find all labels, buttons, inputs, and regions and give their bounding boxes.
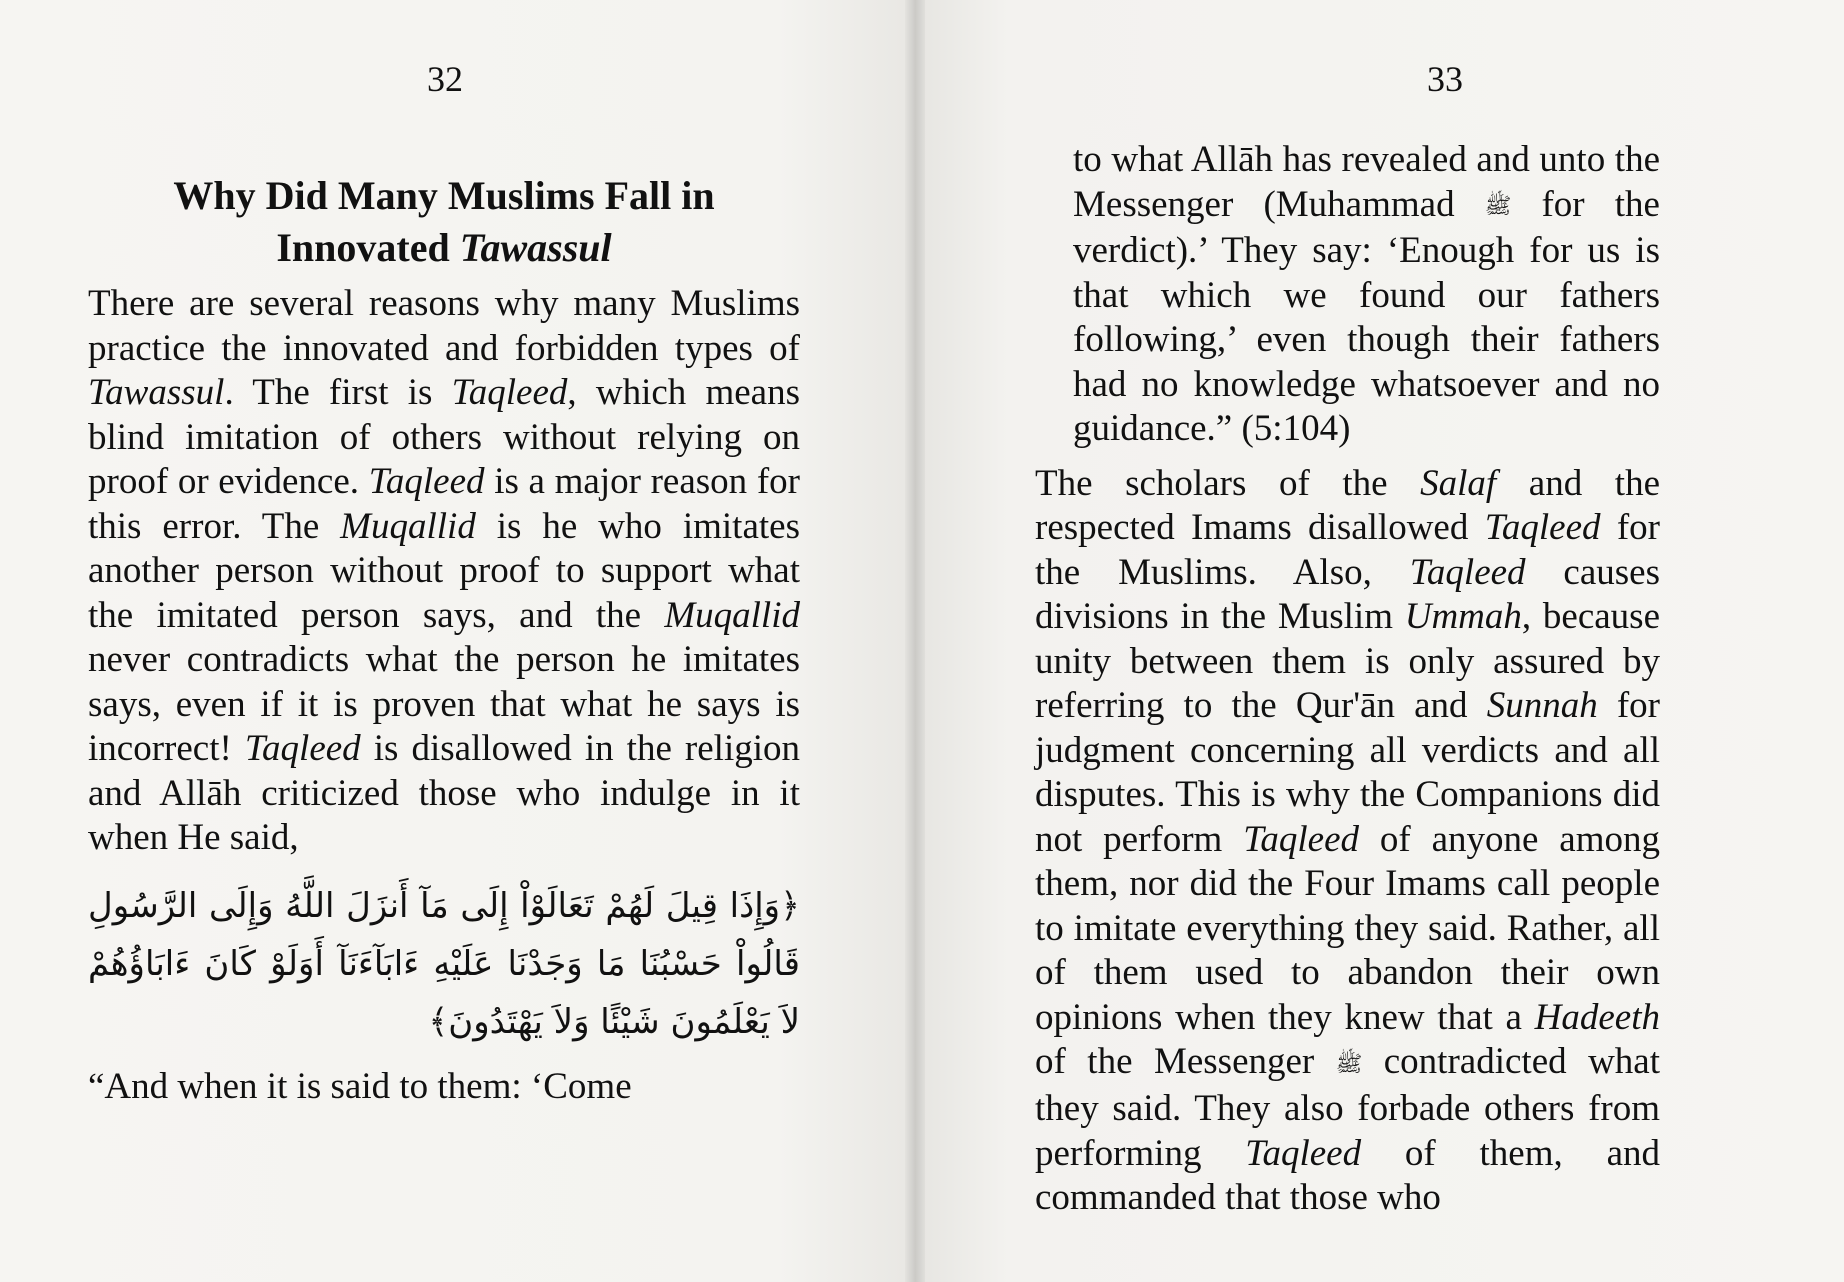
section-heading [88, 170, 800, 274]
heading-line-1: Why Did Many Muslims Fall in [173, 173, 715, 218]
term: Taqleed [1243, 818, 1360, 860]
term: Taqleed [451, 372, 568, 413]
page-number: 33 [1427, 59, 1463, 99]
text-run: , because unity between them is only assured by referring to the Qur'ān and [1035, 596, 1660, 727]
salutation-symbol: ﷺ [1335, 1051, 1363, 1077]
term: Taqleed [1484, 507, 1601, 549]
left-page [0, 0, 915, 1282]
heading-term: Tawassul [459, 225, 612, 270]
heading-line-2: Innovated [276, 225, 460, 270]
term: Taqleed [368, 461, 485, 502]
right-page [915, 0, 1844, 1282]
left-text-block [88, 170, 800, 1109]
text-run: , which means blind imitation of others without relying on proof or evidence. [88, 372, 800, 502]
text-run: is disallowed in the religion and Allāh criticized those who indulge in it when He said, [88, 728, 801, 858]
term: Muqallid [664, 594, 800, 636]
text-run: is a major reason for this error. The [88, 461, 800, 547]
arabic-verse: ﴿وَإِذَا قِيلَ لَهُمْ تَعَالَوْاْ إِلَى مَآ أَنزَلَ اللَّهُ وَإِلَى الرَّسُولِ قَالُواْ حَسْبُنَا مَا وَجَدْنَا عَلَيْهِ ءَابَآءَنَآ أَوَلَوْ كَانَ ءَابَاؤُهُمْ لاَ يَعْلَمُونَ شَيْئًا وَلاَ يَهْتَدُونَ﴾ [88, 885, 800, 1042]
text-run: for judgment concerning all verdicts and all disputes. This is why the Companions did not perform [1035, 685, 1660, 860]
text-run: is he who imitates another person without proof to support what the imitated person says, and the [88, 505, 800, 636]
text-run: and the respected Imams disallowed [1035, 462, 1660, 549]
text-run: to what Allāh has revealed and unto the Messenger (Muhammad [1073, 139, 1660, 225]
term: Taqleed [244, 728, 361, 769]
term: Sunnah [1486, 685, 1598, 727]
term: Ummah [1404, 596, 1522, 638]
text-run: of them, and commanded that those who [1035, 1132, 1660, 1219]
text-run: There are several reasons why many Muslims practice the innovated and forbidden types of [88, 283, 800, 369]
quote-start: “And when it is said to them: ‘Come [88, 1065, 632, 1107]
salutation-symbol: ﷺ [1484, 193, 1512, 219]
right-text-block [1035, 138, 1660, 1221]
text-run: contradicted what they said. They also forbade others from performing [1035, 1041, 1661, 1174]
term: Salaf [1420, 462, 1497, 504]
paragraph [88, 282, 800, 861]
text-run: of the Messenger [1035, 1041, 1336, 1083]
text-run: for the Muslims. Also, [1035, 507, 1660, 593]
text-run: . The first is [224, 372, 452, 413]
text-run: of anyone among them, nor did the Four Imams call people to imitate everything they said. Rather, all of them used to abandon their own opinions when they knew that a [1035, 818, 1660, 1038]
term: Hadeeth [1534, 996, 1660, 1038]
text-run: causes divisions in the Muslim [1035, 551, 1660, 638]
term: Muqallid [340, 505, 476, 547]
quote-block [1035, 138, 1660, 452]
page-number: 32 [427, 59, 463, 99]
paragraph [1035, 462, 1660, 1221]
book-gutter [905, 0, 925, 1282]
text-run: for the verdict).’ They say: ‘Enough for us is that which we found our fathers following,’ even though their fathers had no knowledge whatsoever and no guidance.” (5:104) [1073, 183, 1660, 450]
text-run: The scholars of the [1035, 462, 1421, 504]
term: Tawassul [88, 372, 225, 413]
term: Taqleed [1245, 1132, 1362, 1174]
text-run: never contradicts what the person he imitates says, even if it is proven that what he says is incorrect! [88, 639, 800, 769]
term: Taqleed [1409, 551, 1526, 593]
